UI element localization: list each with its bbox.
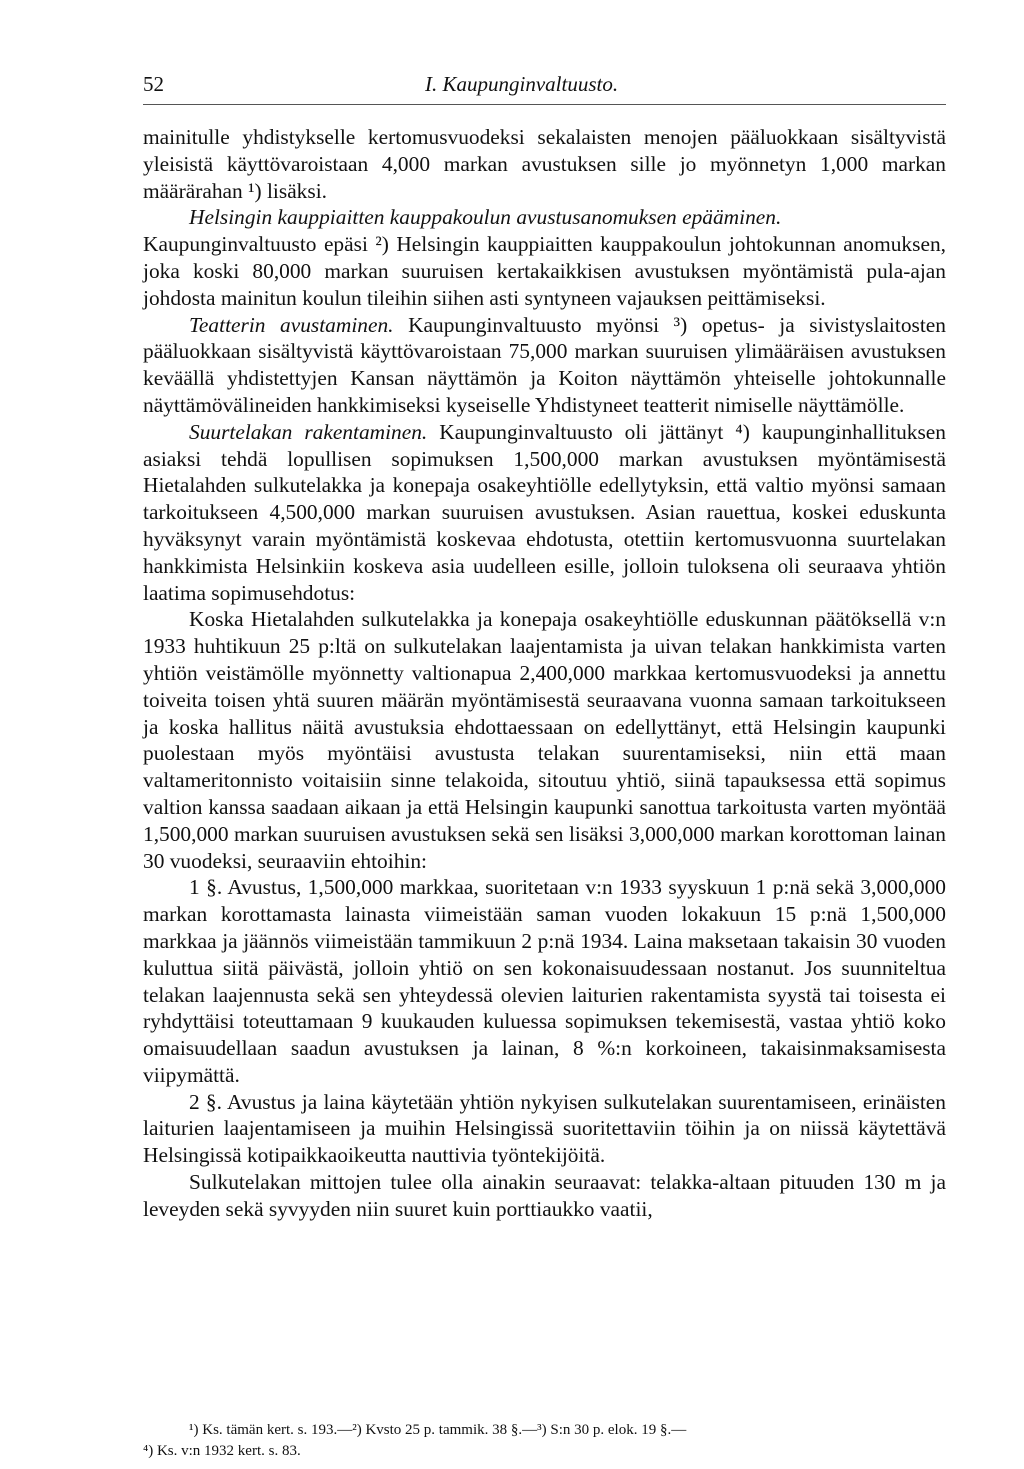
footnote-line-2: ⁴) Ks. v:n 1932 kert. s. 83.	[143, 1443, 301, 1459]
running-title: I. Kaupunginvaltuusto.	[425, 72, 619, 96]
paragraph-8-text: Sulkutelakan mittojen tulee olla ainakin seuraavat: telakka-altaan pituuden 130 m ja leveyden sekä syvyyden niin suuret kuin porttiaukko vaatii,	[143, 1170, 946, 1221]
body-text	[143, 124, 946, 1223]
paragraph-4-text: Kaupunginvaltuusto oli jättänyt ⁴) kaupunginhallituksen asiaksi tehdä lopullisen sopimuksen 1,500,000 markan avustuksen myöntämisestä Hietalahden sulkutelakka ja konepaja osakeyhtiölle edellytyksin, että valtio myönsi samaan tarkoitukseen 4,500,000 markan suuruisen avustuksen. Asian rauettua, koskei eduskunta hyväksynyt varain myöntämistä koskevaa ehdotusta, otettiin kertomusvuonna suurtelakan hankkimista Helsinkiin koskeva asia uudelleen esille, jolloin tuloksena oli seuraava yhtiön laatima sopimusehdotus:	[143, 419, 946, 605]
page-number: 52	[143, 72, 164, 96]
paragraph-7	[143, 1089, 946, 1169]
paragraph-2	[143, 204, 946, 311]
page-header	[143, 72, 946, 106]
paragraph-6-text: 1 §. Avustus, 1,500,000 markkaa, suoritetaan v:n 1933 syyskuun 1 p:nä sekä 3,000,000 markan korottamasta lainasta viimeistään saman vuoden lokakuun 15 p:nä 1,500,000 markkaa ja jäännös viimeistään tammikuun 2 p:nä 1934. Laina maksetaan takaisin 30 vuoden kuluttua siitä päivästä, jolloin yhtiö on sen kokonaisuudessaan nostanut. Jos suunniteltua telakan laajennusta sekä sen yhteydessä olevien laiturien rakentamista syystä tai toisesta ei ryhdyttäisi toteuttamaan 9 kuukauden kuluessa sopimuksen tekemisestä, vastaa yhtiö koko omaisuudellaan saadun avustuksen ja lainan, 8 %:n korkoineen, takaisinmaksamisesta viipymättä.	[143, 875, 946, 1087]
paragraph-5-text: Koska Hietalahden sulkutelakka ja konepaja osakeyhtiölle eduskunnan päätöksellä v:n 1933 huhtikuun 25 p:ltä on sulkutelakan laajentamista ja uivan telakan hankkimista varten yhtiön veistämölle myönnetty valtionapua 2,400,000 markkaa kertomusvuodeksi ja annettu toiveita toisen yhtä suuren määrän myöntämisestä seuraavana vuonna samaan tarkoitukseen ja koska hallitus näitä avustuksia ehdottaessaan on edellyttänyt, että Helsingin kaupunki puolestaan myös myöntäisi avustusta telakan suurentamiseksi, niin että maan valtameritonnisto voitaisiin sinne telakoida, sitoutuu yhtiö, siinä tapauksessa että sopimus valtion kanssa saadaan aikaan ja että Helsingin kaupunki sanottua tarkoitusta varten myöntää 1,500,000 markan suuruisen avustuksen sekä sen lisäksi 3,000,000 markan korottoman lainan 30 vuodeksi, seuraaviin ehtoihin:	[143, 607, 946, 873]
paragraph-1	[143, 124, 946, 204]
paragraph-3-text: Kaupunginvaltuusto myönsi ³) opetus- ja sivistyslaitosten pääluokkaan sisältyvistä käyttövaroistaan 75,000 markan suuruisen ylimääräisen avustuksen keväällä yhdistettyjen Kansan näyttämön ja Koiton näyttämön yhteiselle johtokunnalle näyttämövälineiden hankkimiseksi kyseiselle Yhdistyneet teatterit nimiselle näyttämölle.	[143, 312, 946, 417]
section-heading: Suurtelakan rakentaminen.	[189, 419, 428, 444]
paragraph-6	[143, 874, 946, 1088]
header-rule	[143, 104, 946, 105]
paragraph-1-text: mainitulle yhdistykselle kertomusvuodeksi sekalaisten menojen pääluokkaan sisältyvistä yleisistä käyttövaroistaan 4,000 markan avustuksen sille jo myönnetyn 1,000 markan määrärahan ¹) lisäksi.	[143, 125, 946, 203]
paragraph-4	[143, 419, 946, 607]
paragraph-3	[143, 312, 946, 419]
section-heading: Helsingin kauppiaitten kauppakoulun avustusanomuksen epääminen.	[189, 205, 782, 230]
paragraph-2-text: Kaupunginvaltuusto epäsi ²) Helsingin kauppiaitten kauppakoulun johtokunnan anomuksen, joka koski 80,000 markan suuruisen kertakaikkisen avustuksen myöntämistä pula-ajan johdosta mainitun koulun tileihin siihen asti syntyneen vajauksen peittämiseksi.	[143, 232, 946, 310]
paragraph-8	[143, 1169, 946, 1223]
paragraph-7-text: 2 §. Avustus ja laina käytetään yhtiön nykyisen sulkutelakan suurentamiseen, erinäisten laiturien laajentamiseen ja muihin Helsingissä suoritettaviin töihin ja on niissä käytettävä Helsingissä kotipaikkaoikeutta nauttivia työntekijöitä.	[143, 1089, 946, 1168]
paragraph-5	[143, 606, 946, 874]
footnote-line-1: ¹) Ks. tämän kert. s. 193.—²) Kvsto 25 p. tammik. 38 §.—³) S:n 30 p. elok. 19 §.—	[189, 1422, 687, 1438]
footnotes	[143, 1420, 946, 1462]
section-heading: Teatterin avustaminen.	[189, 312, 394, 337]
